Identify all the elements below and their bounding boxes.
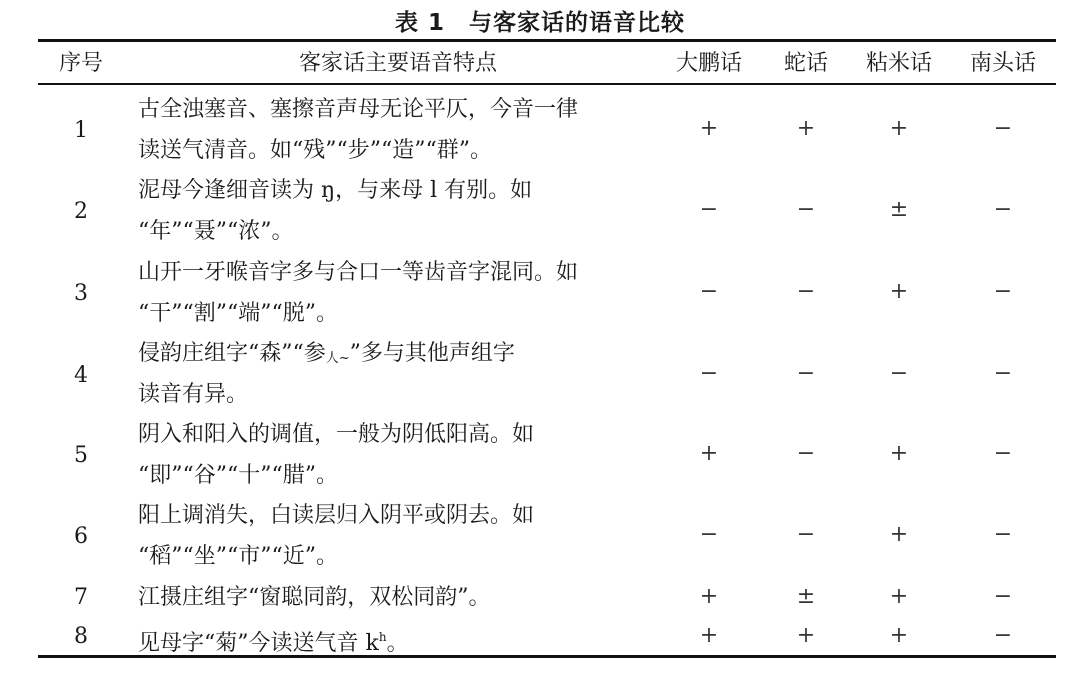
- mark-she: −: [796, 522, 816, 547]
- row-number: 4: [74, 363, 88, 388]
- header-zhanmi: 粘米话: [865, 51, 932, 76]
- row-number: 3: [74, 281, 88, 306]
- feature-line: 泥母今逢细音读为 ŋ，与来母 l 有别。如: [138, 178, 533, 203]
- mark-dapeng: −: [699, 522, 719, 547]
- mark-nantou: −: [993, 441, 1013, 466]
- header-feature: 客家话主要语音特点: [298, 51, 497, 76]
- mark-she: ±: [796, 584, 816, 609]
- row-number: 7: [74, 585, 88, 610]
- mark-dapeng: +: [699, 441, 719, 466]
- mark-nantou: −: [993, 116, 1013, 141]
- feature-line: 读音有异。: [138, 382, 249, 407]
- feature-line: “即”“谷”“十”“腊”。: [138, 463, 338, 488]
- table-title: 表 1 与客家话的语音比较: [394, 10, 685, 36]
- mark-zhanmi: −: [889, 361, 909, 386]
- mark-she: +: [796, 623, 816, 648]
- feature-text: ”多与其他声组字: [349, 341, 515, 366]
- mark-nantou: −: [993, 522, 1013, 547]
- table-top-rule: [38, 39, 1056, 42]
- feature-line: [138, 617, 409, 664]
- feature-text: 见母字“菊”今读送气音 k: [138, 631, 379, 656]
- mark-zhanmi: +: [889, 584, 909, 609]
- mark-she: −: [796, 197, 816, 222]
- row-number: 8: [74, 624, 88, 649]
- feature-line: “稻”“坐”“市”“近”。: [138, 544, 338, 569]
- mark-nantou: −: [993, 623, 1013, 648]
- mark-dapeng: +: [699, 584, 719, 609]
- mark-zhanmi: +: [889, 441, 909, 466]
- row-number: 1: [74, 118, 88, 143]
- row-number: 5: [74, 443, 88, 468]
- feature-line: 山开一牙喉音字多与合口一等齿音字混同。如: [138, 260, 579, 285]
- mark-nantou: −: [993, 197, 1013, 222]
- mark-nantou: −: [993, 279, 1013, 304]
- mark-nantou: −: [993, 584, 1013, 609]
- feature-line: “干”“割”“端”“脱”。: [138, 301, 338, 326]
- feature-line: 阴入和阳入的调值，一般为阴低阳高。如: [138, 422, 535, 447]
- mark-she: −: [796, 279, 816, 304]
- mark-she: +: [796, 116, 816, 141]
- header-num: 序号: [58, 51, 103, 76]
- superscript-aspiration: h: [378, 630, 387, 644]
- feature-line: 江摄庄组字“窗聪同韵，双松同韵”。: [138, 585, 491, 610]
- mark-zhanmi: +: [889, 623, 909, 648]
- mark-zhanmi: +: [889, 522, 909, 547]
- header-she: 蛇话: [783, 51, 828, 76]
- feature-text: 侵韵庄组字“森”“参: [138, 341, 326, 366]
- mark-dapeng: −: [699, 279, 719, 304]
- mark-dapeng: +: [699, 623, 719, 648]
- mark-she: −: [796, 361, 816, 386]
- row-number: 6: [74, 524, 88, 549]
- feature-line: “年”“聂”“浓”。: [138, 219, 294, 244]
- feature-line: 读送气清音。如“残”“步”“造”“群”。: [138, 138, 492, 163]
- mark-zhanmi: +: [889, 279, 909, 304]
- mark-she: −: [796, 441, 816, 466]
- mark-zhanmi: +: [889, 116, 909, 141]
- header-nantou: 南头话: [969, 51, 1036, 76]
- mark-dapeng: −: [699, 197, 719, 222]
- mark-dapeng: +: [699, 116, 719, 141]
- feature-line: 阳上调消失，白读层归入阴平或阴去。如: [138, 503, 535, 528]
- mark-zhanmi: ±: [889, 197, 909, 222]
- feature-text: 。: [386, 631, 409, 656]
- mark-nantou: −: [993, 361, 1013, 386]
- subscript-note: 人~: [325, 351, 350, 366]
- feature-line: [138, 334, 515, 379]
- header-dapeng: 大鹏话: [675, 51, 742, 76]
- row-number: 2: [74, 199, 88, 224]
- feature-line: 古全浊塞音、塞擦音声母无论平仄，今音一律: [138, 97, 579, 122]
- mark-dapeng: −: [699, 361, 719, 386]
